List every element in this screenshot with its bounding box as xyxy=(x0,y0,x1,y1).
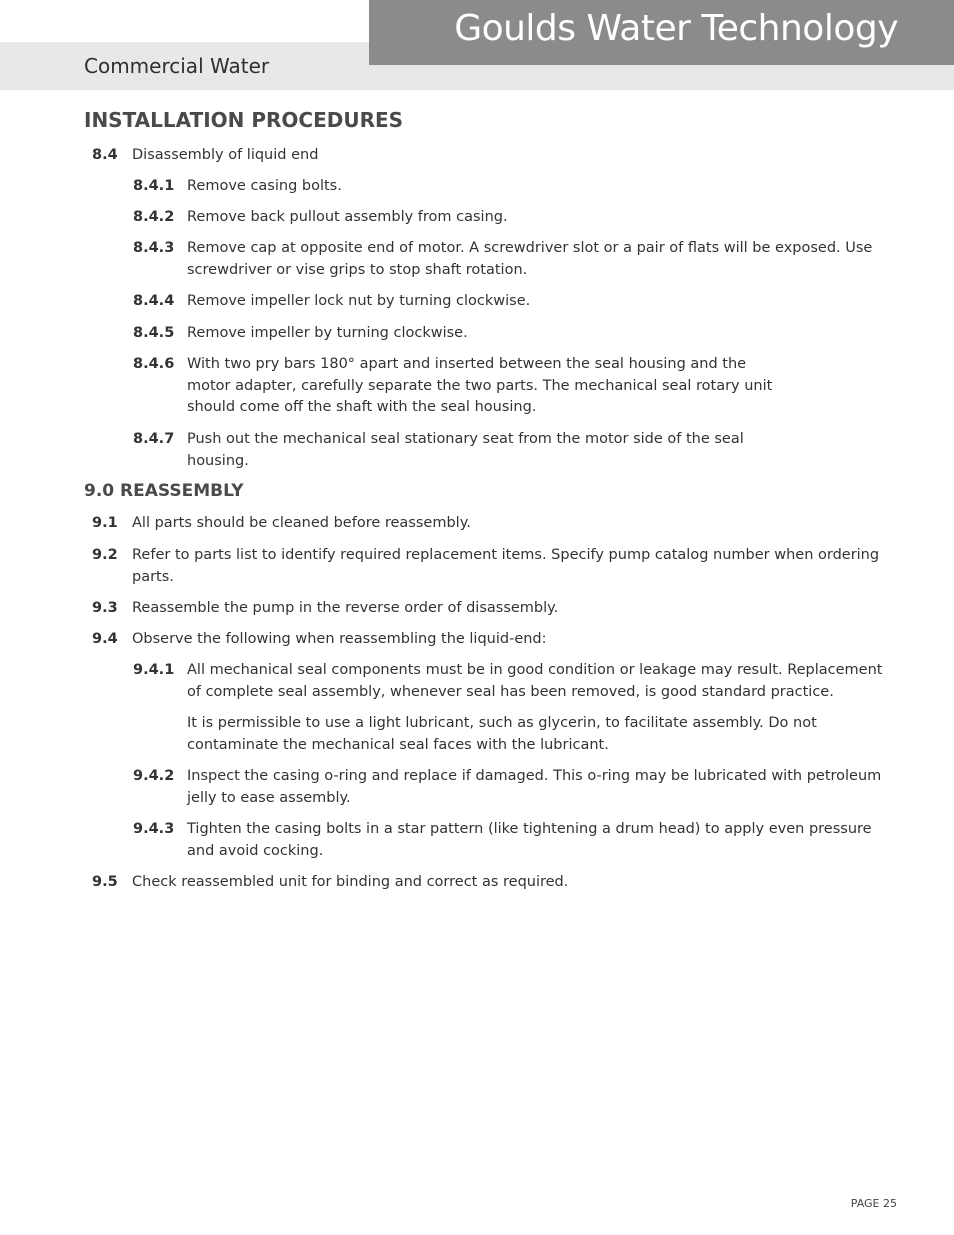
list-item-8-4-2 xyxy=(133,207,903,229)
brand-title: Goulds Water Technology xyxy=(454,8,898,49)
item-text: Reassemble the pump in the reverse order of disassembly. xyxy=(132,600,559,616)
item-number: 9.3 xyxy=(92,600,118,616)
list-item-8-4 xyxy=(92,145,872,167)
list-item-9-2 xyxy=(92,545,892,589)
item-text: Check reassembled unit for binding and correct as required. xyxy=(132,874,569,890)
item-text: Refer to parts list to identify required replacement items. Specify pump catalog number when ordering parts. xyxy=(132,547,880,585)
item-number: 9.4.1 xyxy=(133,662,175,678)
list-item-8-4-7 xyxy=(133,429,903,473)
list-item-9-4-1 xyxy=(133,660,903,704)
item-text: Disassembly of liquid end xyxy=(132,147,319,163)
item-text: All parts should be cleaned before reassembly. xyxy=(132,515,471,531)
item-number: 9.2 xyxy=(92,547,118,563)
item-text: Inspect the casing o-ring and replace if damaged. This o-ring may be lubricated with petroleum jelly to ease assembly. xyxy=(187,768,882,806)
item-number: 9.4 xyxy=(92,631,118,647)
list-item-8-4-4 xyxy=(133,291,903,313)
item-number: 8.4.4 xyxy=(133,293,175,309)
item-number: 8.4.3 xyxy=(133,240,175,256)
item-text: Remove casing bolts. xyxy=(187,178,342,194)
item-number: 9.4.3 xyxy=(133,821,175,837)
item-text: Remove impeller by turning clockwise. xyxy=(187,325,468,341)
item-number: 9.4.2 xyxy=(133,768,175,784)
list-item-9-1 xyxy=(92,513,882,535)
item-text: Remove back pullout assembly from casing. xyxy=(187,209,508,225)
item-number: 9.5 xyxy=(92,874,118,890)
item-text: With two pry bars 180° apart and inserted between the seal housing and the motor adapter, carefully separate the two parts. The mechanical seal rotary unit should come off the shaft with the seal housing. xyxy=(187,356,773,415)
item-number: 8.4.7 xyxy=(133,431,175,447)
item-text: Remove impeller lock nut by turning clockwise. xyxy=(187,293,531,309)
item-number: 9.1 xyxy=(92,515,118,531)
brand-banner xyxy=(369,0,954,65)
item-text: All mechanical seal components must be in good condition or leakage may result. Replacement of complete seal assembly, whenever seal has been removed, is good standard practice. xyxy=(187,662,883,700)
section-heading-installation: INSTALLATION PROCEDURES xyxy=(84,108,404,132)
item-text: Tighten the casing bolts in a star pattern (like tightening a drum head) to apply even pressure and avoid cocking. xyxy=(187,821,872,859)
list-item-note: It is permissible to use a light lubricant, such as glycerin, to facilitate assembly. Do not contaminate the mechanical seal faces with the lubricant. xyxy=(187,715,817,753)
section-heading-reassembly: 9.0 REASSEMBLY xyxy=(84,481,244,501)
list-item-9-4-3 xyxy=(133,819,903,863)
item-number: 8.4.2 xyxy=(133,209,175,225)
item-number: 8.4.1 xyxy=(133,178,175,194)
item-text: Observe the following when reassembling the liquid-end: xyxy=(132,631,547,647)
list-item-8-4-6 xyxy=(133,354,903,420)
list-item-9-3 xyxy=(92,598,882,620)
item-number: 8.4.6 xyxy=(133,356,175,372)
item-number: 8.4.5 xyxy=(133,325,175,341)
item-number: 8.4 xyxy=(92,147,118,163)
item-text: Push out the mechanical seal stationary seat from the motor side of the seal housing. xyxy=(187,431,744,469)
list-item-9-4-2 xyxy=(133,766,908,810)
list-item-8-4-1 xyxy=(133,176,903,198)
page-number: PAGE 25 xyxy=(850,1197,897,1210)
item-text: Remove cap at opposite end of motor. A screwdriver slot or a pair of flats will be exposed. Use screwdriver or vise grips to stop shaft rotation. xyxy=(187,240,873,278)
list-item-9-5 xyxy=(92,872,882,894)
list-item-8-4-5 xyxy=(133,323,903,345)
division-title: Commercial Water xyxy=(84,54,270,78)
list-item-9-4 xyxy=(92,629,882,651)
list-item-8-4-3 xyxy=(133,238,903,282)
